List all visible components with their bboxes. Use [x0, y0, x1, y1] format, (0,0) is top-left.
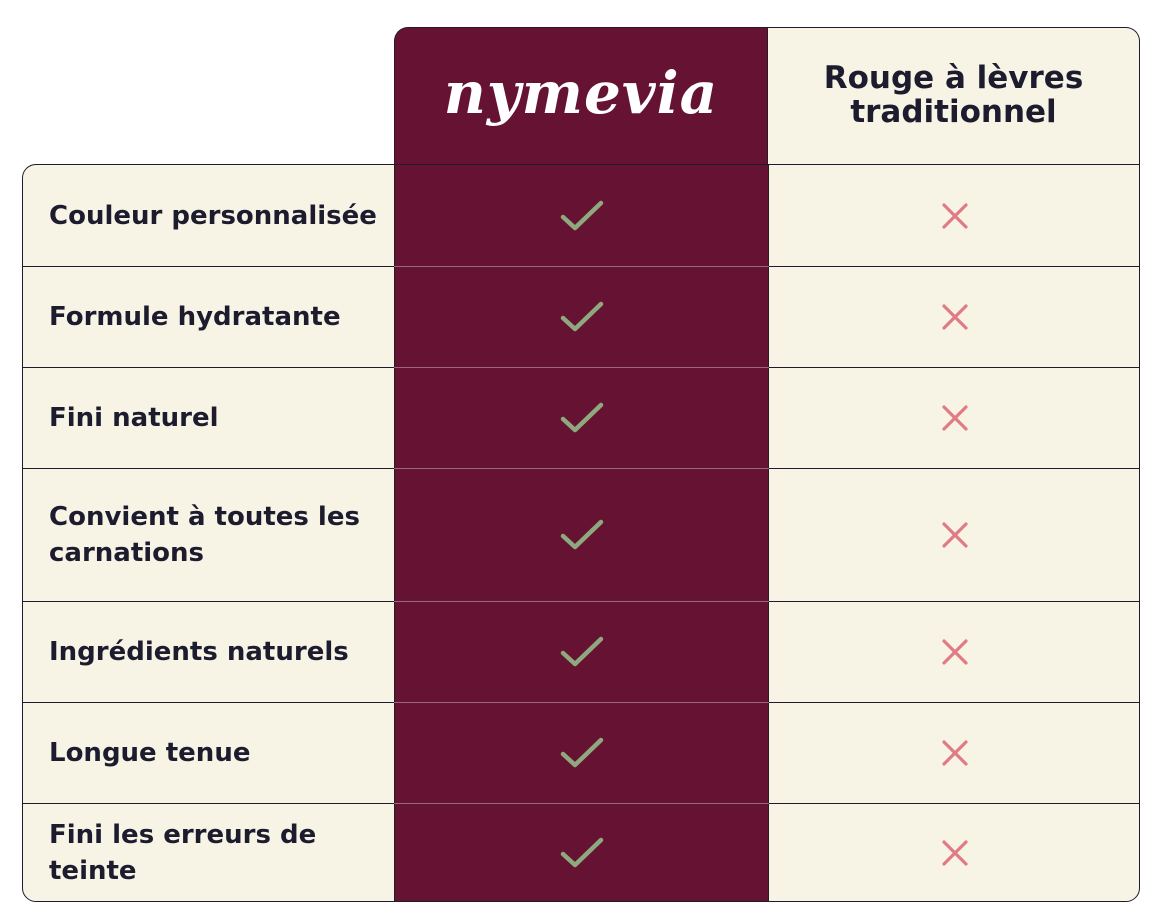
feature-label: Longue tenue	[49, 737, 251, 768]
feature-label: Ingrédients naturels	[49, 636, 349, 667]
check-icon	[394, 468, 769, 601]
cross-icon	[769, 803, 1140, 902]
table-row	[23, 468, 1139, 601]
cross-icon	[769, 601, 1140, 702]
competitor-column-title: Rouge à lèvres traditionnel	[823, 60, 1084, 130]
brand-logo: nymevia	[443, 59, 719, 127]
check-icon	[394, 601, 769, 702]
cross-icon	[769, 367, 1140, 468]
cross-icon	[769, 165, 1140, 266]
feature-label: Couleur personnalisée	[49, 200, 377, 231]
feature-label: Formule hydratante	[49, 301, 341, 332]
table-row	[23, 165, 1139, 266]
table-row	[23, 367, 1139, 468]
cross-icon	[769, 266, 1140, 367]
competitor-column-header	[768, 27, 1140, 164]
comparison-table-body	[22, 164, 1140, 902]
feature-label: Fini les erreurs de teinte	[49, 820, 317, 886]
check-icon	[394, 266, 769, 367]
check-icon	[394, 702, 769, 803]
table-row	[23, 702, 1139, 803]
table-row	[23, 803, 1139, 902]
feature-label: Fini naturel	[49, 402, 219, 433]
feature-label: Convient à toutes les carnations	[49, 501, 360, 568]
cross-icon	[769, 702, 1140, 803]
check-icon	[394, 367, 769, 468]
cross-icon	[769, 468, 1140, 601]
check-icon	[394, 803, 769, 902]
table-row	[23, 266, 1139, 367]
brand-column-header	[394, 27, 768, 164]
check-icon	[394, 165, 769, 266]
table-row	[23, 601, 1139, 702]
